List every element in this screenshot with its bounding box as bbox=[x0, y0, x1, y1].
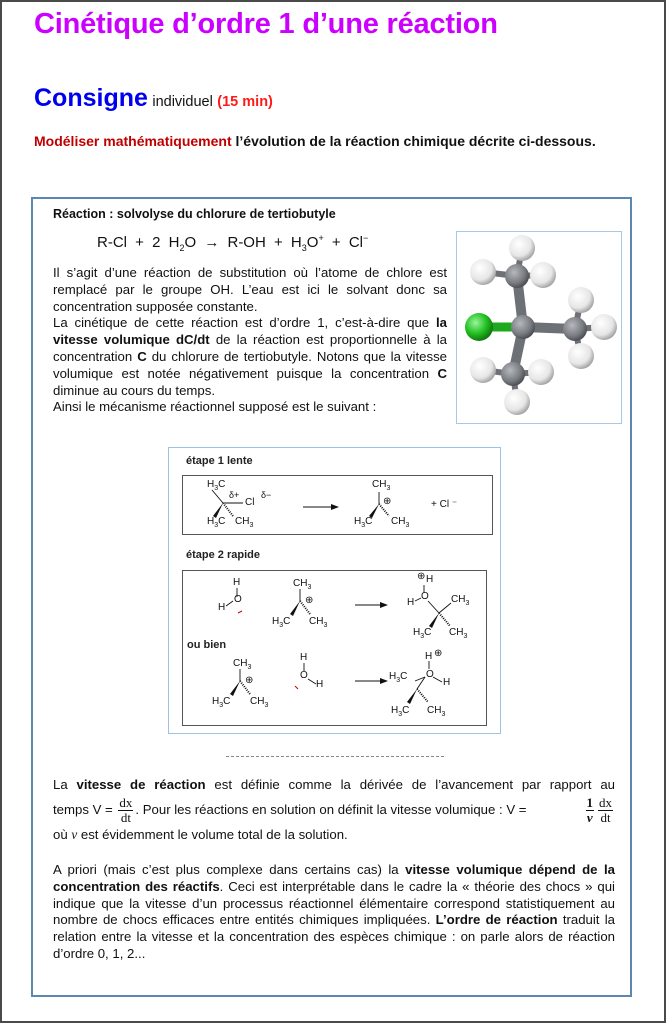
atom-chlorine bbox=[465, 313, 493, 341]
water-h: 2 H bbox=[152, 234, 180, 251]
instruction-text: l’évolution de la réaction chimique décrite ci-dessous. bbox=[231, 133, 596, 149]
intro-bold: la vitesse volumique dC/dt bbox=[53, 315, 447, 348]
alternative-label: ou bien bbox=[187, 639, 227, 651]
reaction-equation bbox=[97, 233, 368, 253]
tert-butyl-chloride-model bbox=[457, 232, 620, 422]
plus-charge: ⊕ bbox=[383, 496, 392, 507]
fraction-one-over-v: $\frac{1}{v}$ bbox=[586, 794, 593, 825]
atom-hydrogen bbox=[568, 343, 594, 369]
atom-carbon bbox=[501, 362, 525, 386]
group-ch3: $CH_3$ bbox=[250, 696, 269, 709]
consigne-duration: (15 min) bbox=[217, 94, 273, 110]
rate-bold: vitesse de réaction bbox=[76, 777, 206, 792]
step1-box bbox=[182, 475, 493, 535]
atom-hydrogen bbox=[470, 357, 496, 383]
molecule-image bbox=[456, 231, 622, 424]
product-roh: R-OH bbox=[227, 234, 266, 251]
arrow-head bbox=[331, 504, 339, 510]
group-ch3: $CH_3$ bbox=[451, 594, 470, 607]
intro-p1: Il s’agit d’une réaction de substitution où l’atome de chlore est remplacé par le groupe OH. L’eau est ici le solvant donc sa concentration supposée constante. bbox=[53, 265, 447, 314]
reactant-water bbox=[152, 234, 196, 251]
atom-hydrogen bbox=[530, 262, 556, 288]
group-h3c: $H_3C$ bbox=[389, 671, 408, 684]
priori-bold: vitesse volumique dépend de la concentration des réactifs bbox=[53, 862, 615, 894]
group-h3c: $H_3C$ bbox=[207, 479, 226, 492]
intro-text: du chlorure de tertiobutyle. Notons que la vitesse volumique est notée négativement puisque la concentration bbox=[53, 348, 447, 381]
product-chloride bbox=[349, 234, 368, 251]
group-ch3: $CH_3$ bbox=[427, 705, 446, 718]
volume-symbol: v bbox=[71, 826, 78, 842]
intro-p2 bbox=[53, 315, 447, 399]
atom-h: H bbox=[425, 651, 433, 662]
atom-hydrogen bbox=[504, 389, 530, 415]
atom-h: H bbox=[218, 602, 226, 613]
atom-h: H bbox=[407, 597, 415, 608]
separator-line bbox=[226, 756, 444, 757]
group-ch3: $CH_3$ bbox=[235, 516, 254, 529]
rate-line-3: où v est évidemment le volume total de la solution. bbox=[53, 826, 348, 842]
chloride-symbol: Cl bbox=[348, 234, 363, 251]
reaction-heading: Réaction : solvolyse du chlorure de tertiobutyle bbox=[53, 207, 336, 221]
group-h3c: $H_3C$ bbox=[391, 705, 410, 718]
collision-theory-paragraph: A priori (mais c’est plus complexe dans certains cas) la vitesse volumique dépend de la concentration des réactifs. Ceci est interprétable dans le cadre la « théorie des chocs » qui indique que la vitesse d’un processus réactionnel élémentaire correspond statistiquement au nombre de chocs efficaces entre entités chimiques impliquées. L’ordre de réaction traduit la relation entre la vitesse et la concentration des espèces chimique : on parle alors de réaction d’ordre 0, 1, 2... bbox=[53, 862, 615, 961]
atom-cl: Cl bbox=[245, 497, 255, 508]
instruction bbox=[34, 133, 596, 149]
page-title: Cinétique d’ordre 1 d’une réaction bbox=[34, 8, 498, 40]
atom-h: H bbox=[233, 577, 241, 588]
hydronium-o: O bbox=[306, 234, 319, 251]
group-h3c: $H_3C$ bbox=[272, 616, 291, 629]
reactant-rcl: R-Cl bbox=[97, 234, 127, 251]
delta-plus: δ+ bbox=[229, 490, 240, 500]
group-ch3: $CH_3$ bbox=[372, 479, 391, 492]
hydronium-charge: + bbox=[318, 233, 324, 243]
chloride-charge: − bbox=[363, 233, 369, 243]
consigne-heading: Consigne bbox=[34, 84, 148, 112]
chloride-ion: + Cl ⁻ bbox=[431, 499, 458, 510]
plus-sign: + bbox=[135, 234, 144, 251]
intro-paragraph bbox=[53, 265, 447, 416]
plus-sign: + bbox=[273, 234, 283, 251]
hydronium-h: H bbox=[290, 234, 302, 251]
step1-label: étape 1 lente bbox=[186, 455, 253, 467]
intro-bold-c: C bbox=[437, 365, 447, 381]
atom-o: O bbox=[234, 594, 242, 605]
rate-line-2: temps V = $\frac{dx}{dt}$ . Pour les réactions en solution on définit la vitesse volumique : V = $\frac{1}{v}$ $\frac{dx}{dt}$ bbox=[53, 794, 612, 825]
plus-sign: + bbox=[331, 234, 341, 251]
plus-charge: ⊕ bbox=[245, 675, 254, 686]
product-hydronium bbox=[291, 234, 324, 251]
step2-box bbox=[182, 570, 487, 726]
hydronium-sub: 3 bbox=[301, 243, 307, 253]
atom-hydrogen bbox=[528, 359, 554, 385]
step2-label: étape 2 rapide bbox=[186, 549, 260, 561]
atom-hydrogen bbox=[470, 259, 496, 285]
rate-definition bbox=[53, 777, 615, 844]
atom-o: O bbox=[421, 591, 429, 602]
atom-o: O bbox=[300, 670, 308, 681]
group-ch3: $CH_3$ bbox=[293, 578, 312, 591]
group-ch3: $CH_3$ bbox=[309, 616, 328, 629]
atom-h: H bbox=[316, 679, 324, 690]
group-h3c: $H_3C$ bbox=[212, 696, 231, 709]
water-o: O bbox=[184, 234, 197, 251]
fraction-dx-dt: $\frac{dx}{dt}$ bbox=[119, 794, 133, 825]
group-h3c: $H_3C$ bbox=[354, 516, 373, 529]
atom-h: H bbox=[426, 574, 434, 585]
group-h3c: $H_3C$ bbox=[207, 516, 226, 529]
atom-o: O bbox=[426, 669, 434, 680]
atom-hydrogen bbox=[509, 235, 535, 261]
plus-charge: ⊕ bbox=[434, 648, 443, 659]
atom-h: H bbox=[443, 677, 451, 688]
plus-charge: ⊕ bbox=[305, 595, 314, 606]
plus-charge: ⊕ bbox=[417, 571, 426, 582]
intro-text: La cinétique de cette réaction est d’ordre 1, c’est-à-dire que bbox=[53, 315, 436, 331]
fraction-dx-dt: $\frac{dx}{dt}$ bbox=[599, 794, 612, 825]
group-ch3: $CH_3$ bbox=[391, 516, 410, 529]
rate-line-1: La vitesse de réaction est définie comme la dérivée de l’avancement par rapport au bbox=[53, 777, 615, 792]
atom-carbon bbox=[563, 317, 587, 341]
atom-h: H bbox=[300, 652, 308, 663]
group-ch3: $CH_3$ bbox=[233, 658, 252, 671]
consigne-line bbox=[34, 84, 273, 113]
intro-text: diminue au cours du temps. bbox=[53, 382, 215, 398]
intro-text: de la réaction est proportionnelle à la concentration bbox=[53, 332, 447, 364]
delta-minus: δ− bbox=[261, 490, 272, 500]
water-sub: 2 bbox=[179, 243, 185, 253]
intro-p3: Ainsi le mécanisme réactionnel supposé est le suivant : bbox=[53, 399, 377, 415]
hash-bond bbox=[223, 503, 233, 516]
group-h3c: $H_3C$ bbox=[413, 627, 432, 640]
instruction-accent: Modéliser mathématiquement bbox=[34, 133, 232, 149]
atom-hydrogen bbox=[568, 287, 594, 313]
intro-bold-c: C bbox=[137, 348, 147, 364]
group-ch3: $CH_3$ bbox=[449, 627, 468, 640]
atom-carbon-central bbox=[511, 315, 535, 339]
reaction-arrow: → bbox=[204, 234, 220, 251]
consigne-mode: individuel bbox=[152, 94, 213, 110]
atom-carbon bbox=[505, 264, 529, 288]
order-bold: L’ordre de réaction bbox=[435, 912, 558, 928]
atom-hydrogen bbox=[591, 314, 617, 340]
